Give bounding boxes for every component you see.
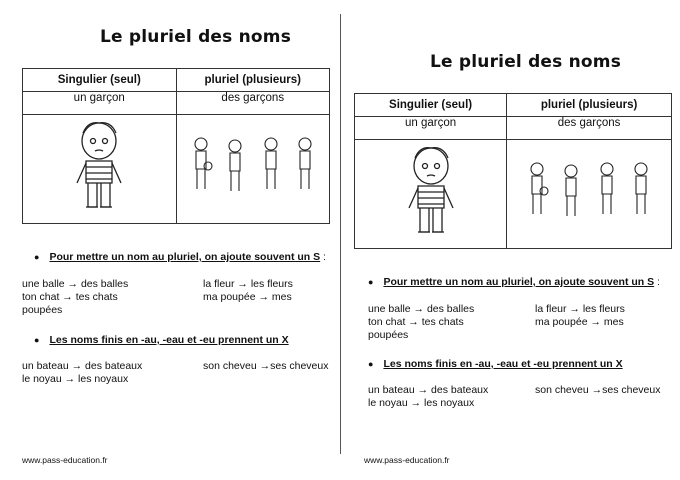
bullet-icon: ● [368, 277, 374, 287]
example-line: le noyau → les noyaux [368, 397, 475, 409]
examples-x-left [22, 360, 142, 386]
footer-url: www.pass-education.fr [364, 455, 450, 465]
example-line: poupées [368, 329, 409, 341]
boy-illustration [396, 144, 466, 244]
example-line: un bateau → des bateaux [22, 360, 143, 372]
examples-s-left [368, 303, 474, 342]
bullet-icon: ● [34, 335, 40, 345]
example-line: son cheveu →ses cheveux [535, 384, 661, 396]
example-line: un bateau → des bateaux [368, 384, 489, 396]
example-line: le noyau → les noyaux [22, 373, 129, 385]
bullet-icon: ● [368, 359, 374, 369]
rule-plural-x: ● Les noms finis en -au, -eau et -eu prennent un X [34, 334, 289, 346]
worksheet-left [0, 0, 330, 480]
example-line: ma poupée → mes [535, 316, 624, 328]
singular-illustration [355, 140, 507, 249]
singular-plural-table [354, 93, 672, 249]
rule-plural-s: ● Pour mettre un nom au pluriel, on ajoute souvent un S : [34, 251, 326, 263]
bullet-icon: ● [34, 252, 40, 262]
singular-value: un garçon [23, 92, 177, 115]
footer-url: www.pass-education.fr [22, 455, 108, 465]
examples-x-right [535, 384, 661, 397]
rule-plural-s: ● Pour mettre un nom au pluriel, on ajoute souvent un S : [368, 276, 660, 288]
example-line: ma poupée → mes [203, 291, 292, 303]
example-line: son cheveu →ses cheveux [203, 360, 329, 372]
worksheet-right [340, 0, 670, 480]
plural-value: des garçons [507, 117, 672, 140]
singular-header: Singulier (seul) [23, 69, 177, 92]
boys-group-illustration [519, 159, 659, 229]
singular-illustration [23, 115, 177, 224]
examples-s-right [203, 278, 293, 304]
plural-header: pluriel (plusieurs) [507, 94, 672, 117]
example-line: poupées [22, 304, 63, 316]
boys-group-illustration [183, 134, 323, 204]
example-line: la fleur → les fleurs [535, 303, 625, 315]
example-line: une balle → des balles [368, 303, 475, 315]
boy-illustration [64, 119, 134, 219]
examples-s-right [535, 303, 625, 329]
worksheet-title: Le pluriel des noms [100, 27, 292, 47]
example-line: ton chat → tes chats [368, 316, 464, 328]
examples-x-right [203, 360, 329, 373]
examples-s-left [22, 278, 128, 317]
worksheet-title: Le pluriel des noms [430, 52, 622, 72]
singular-plural-table [22, 68, 330, 224]
singular-header: Singulier (seul) [355, 94, 507, 117]
examples-x-left [368, 384, 488, 410]
plural-illustration [507, 140, 672, 249]
example-line: ton chat → tes chats [22, 291, 118, 303]
example-line: la fleur → les fleurs [203, 278, 293, 290]
plural-value: des garçons [176, 92, 330, 115]
plural-illustration [176, 115, 330, 224]
plural-header: pluriel (plusieurs) [176, 69, 330, 92]
singular-value: un garçon [355, 117, 507, 140]
rule-plural-x: ● Les noms finis en -au, -eau et -eu prennent un X [368, 358, 623, 370]
example-line: une balle → des balles [22, 278, 129, 290]
